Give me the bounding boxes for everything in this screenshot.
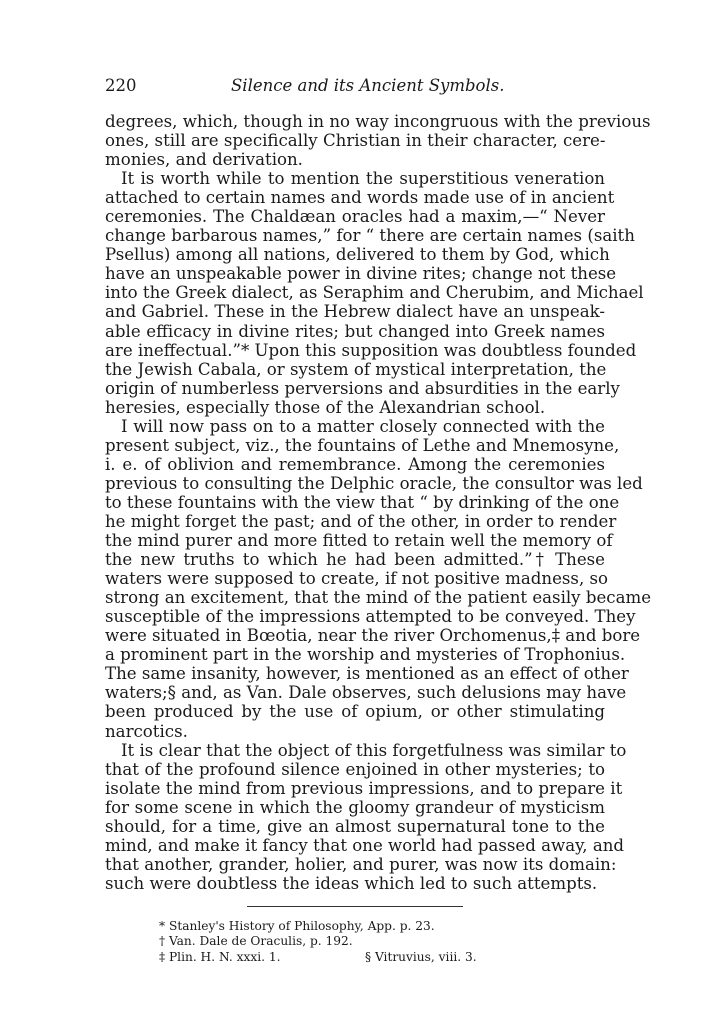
- text-line: a prominent part in the worship and mysteries of Trophonius.: [105, 645, 626, 665]
- paragraph: [105, 740, 627, 893]
- footnote-text: § Vitruvius, viii. 3.: [365, 949, 477, 964]
- text-line: change barbarous names,” for “ there are certain names (saith: [105, 226, 635, 246]
- text-line: were situated in Bœotia, near the river Orchomenus,‡ and bore: [105, 626, 641, 646]
- footnote: [159, 919, 605, 935]
- paragraph: [105, 169, 644, 417]
- footnote-divider: [247, 906, 463, 907]
- text-line: previous to consulting the Delphic oracle, the consultor was led: [105, 473, 643, 493]
- text-line: that of the profound silence enjoined in other mysteries; to: [105, 759, 605, 779]
- text-line: ones, still are specifically Christian in their character, cere-: [105, 131, 606, 151]
- text-line: susceptible of the impressions attempted to be conveyed. They: [105, 607, 636, 627]
- page-number: 220: [105, 76, 137, 95]
- footnote-text: † Van. Dale de Oraculis, p. 192.: [159, 934, 353, 949]
- text-line: been produced by the use of opium, or other stimulating: [105, 702, 605, 722]
- footnote-text: * Stanley's History of Philosophy, App. p. 23.: [159, 918, 435, 933]
- text-line: It is worth while to mention the superstitious veneration: [121, 169, 605, 189]
- text-line: should, for a time, give an almost supernatural tone to the: [105, 816, 605, 836]
- page-header: [105, 72, 605, 100]
- text-line: that another, grander, holier, and purer, was now its domain:: [105, 854, 617, 874]
- text-line: origin of numberless perversions and absurdities in the early: [105, 378, 620, 398]
- text-line: present subject, viz., the fountains of Lethe and Mnemosyne,: [105, 435, 620, 455]
- text-line: and Gabriel. These in the Hebrew dialect have an unspeak-: [105, 302, 605, 322]
- text-line: Psellus) among all nations, delivered to them by God, which: [105, 245, 610, 265]
- paragraph: [105, 112, 651, 170]
- text-line: strong an excitement, that the mind of the patient easily became: [105, 588, 652, 608]
- footnote: [159, 950, 605, 966]
- text-line: able efficacy in divine rites; but changed into Greek names: [105, 321, 605, 341]
- text-line: are ineffectual.”* Upon this supposition was doubtless founded: [105, 340, 637, 360]
- text-line: I will now pass on to a matter closely connected with the: [121, 416, 605, 436]
- text-line: to these fountains with the view that “ by drinking of the one: [105, 492, 620, 512]
- text-line: ceremonies. The Chaldæan oracles had a maxim,—“ Never: [105, 207, 605, 227]
- text-line: isolate the mind from previous impressions, and to prepare it: [105, 778, 623, 798]
- text-line: i. e. of oblivion and remembrance. Among the ceremonies: [105, 454, 605, 474]
- text-line: It is clear that the object of this forgetfulness was similar to: [121, 740, 627, 760]
- text-line: heresies, especially those of the Alexandrian school.: [105, 397, 546, 417]
- body-text: [105, 112, 652, 893]
- text-line: he might forget the past; and of the other, in order to render: [105, 511, 617, 531]
- text-line: degrees, which, though in no way incongruous with the previous: [105, 112, 651, 131]
- text-line: the Jewish Cabala, or system of mystical interpretation, the: [105, 359, 607, 379]
- text-line: waters;§ and, as Van. Dale observes, such delusions may have: [105, 683, 627, 703]
- text-line: waters were supposed to create, if not positive madness, so: [105, 569, 609, 589]
- paragraph: [105, 416, 652, 741]
- footnote-text: ‡ Plin. H. N. xxxi. 1.: [159, 949, 281, 964]
- text-line: mind, and make it fancy that one world had passed away, and: [105, 835, 625, 855]
- footnotes: [105, 919, 605, 966]
- text-line: the new truths to which he had been admitted.”† These: [105, 550, 605, 570]
- book-page: [105, 72, 652, 965]
- text-line: attached to certain names and words made use of in ancient: [105, 188, 615, 208]
- footnote: [159, 934, 605, 950]
- text-line: such were doubtless the ideas which led to such attempts.: [105, 873, 598, 893]
- text-line: monies, and derivation.: [105, 150, 303, 170]
- text-line: The same insanity, however, is mentioned as an effect of other: [105, 664, 629, 684]
- running-title: Silence and its Ancient Symbols.: [231, 76, 505, 95]
- text-line: have an unspeakable power in divine rites; change not these: [105, 264, 617, 284]
- text-line: into the Greek dialect, as Seraphim and Cherubim, and Michael: [105, 283, 644, 303]
- text-line: narcotics.: [105, 721, 188, 741]
- text-line: the mind purer and more fitted to retain well the memory of: [105, 531, 613, 551]
- text-line: for some scene in which the gloomy grandeur of mysticism: [105, 797, 605, 817]
